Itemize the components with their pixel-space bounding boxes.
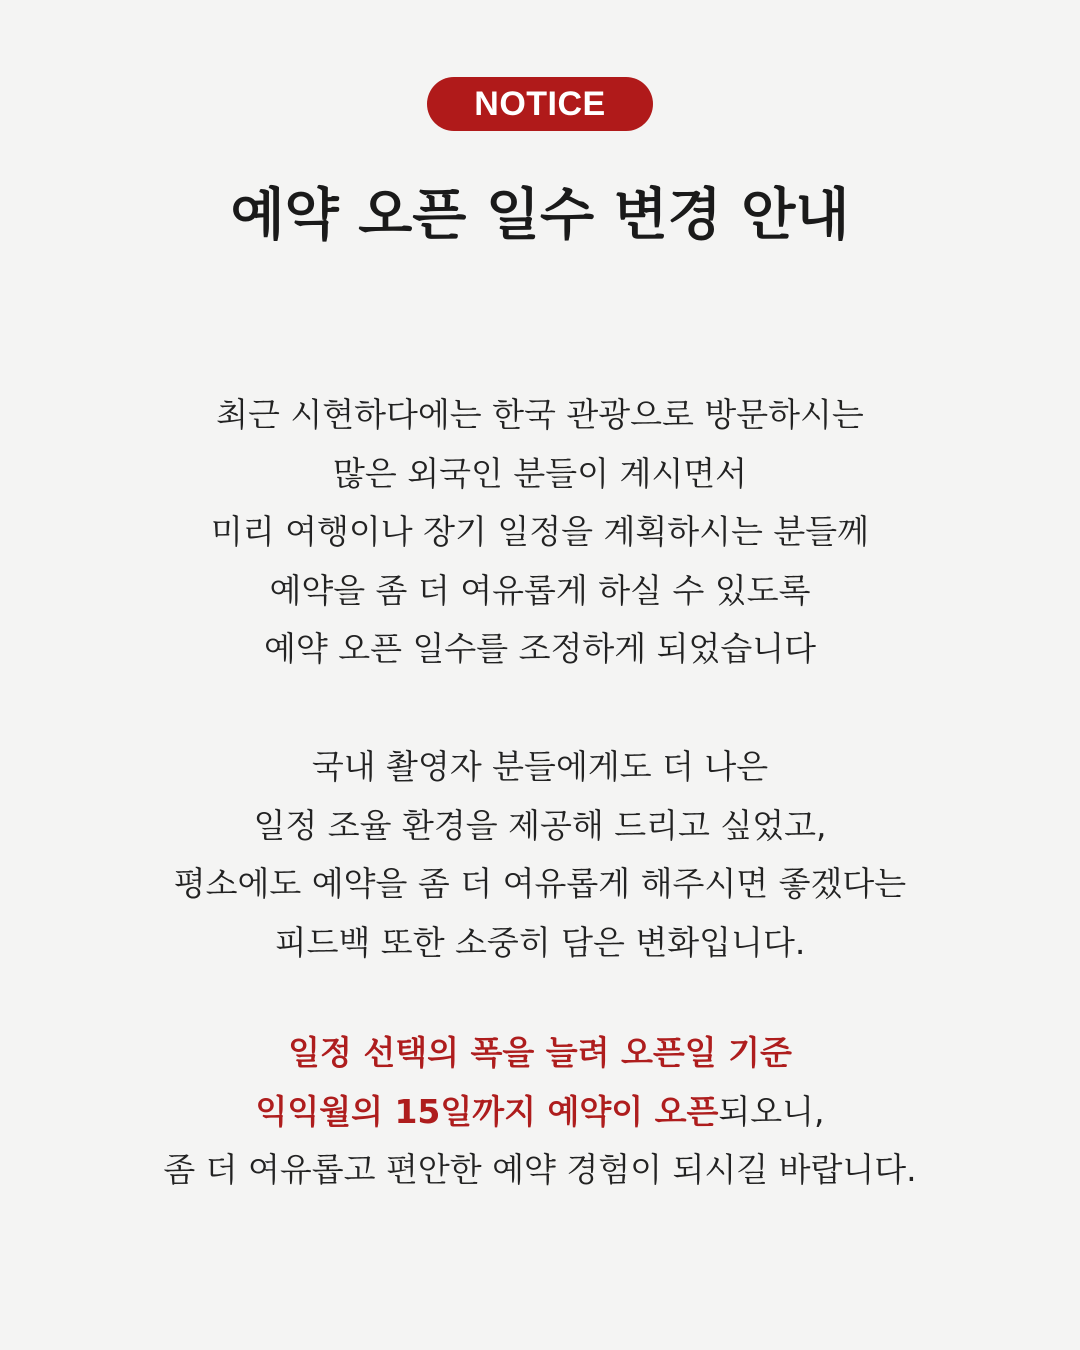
reason-line: 일정 조율 환경을 제공해 드리고 싶었고,: [253, 805, 827, 845]
closing-line: 좀 더 여유롭고 편안한 예약 경험이 되시길 바랍니다.: [163, 1150, 917, 1189]
page-title: 예약 오픈 일수 변경 안내: [230, 183, 850, 248]
reason-line: 국내 촬영자 분들에게도 더 나은: [311, 747, 769, 786]
reason-line: 피드백 또한 소중히 담은 변화입니다.: [274, 922, 806, 962]
intro-line: 최근 시현하다에는 한국 관광으로 방문하시는: [216, 395, 864, 434]
intro-line: 많은 외국인 분들이 계시면서: [332, 453, 747, 493]
intro-paragraph: [0, 386, 1080, 679]
closing-paragraph: [0, 1024, 1080, 1200]
reason-paragraph: [0, 738, 1080, 972]
reason-line: 평소에도 예약을 좀 더 여유롭게 해주시면 좋겠다는: [173, 864, 907, 903]
plain-text: 되오니,: [718, 1091, 825, 1131]
mixed-line: [0, 1083, 1080, 1142]
intro-line: 미리 여행이나 장기 일정을 계획하시는 분들께: [210, 512, 870, 551]
intro-line: 예약을 좀 더 여유롭게 하실 수 있도록: [269, 570, 811, 610]
notice-badge: NOTICE: [427, 77, 653, 131]
highlight-line: 일정 선택의 폭을 늘려 오픈일 기준: [288, 1033, 792, 1072]
intro-line: 예약 오픈 일수를 조정하게 되었습니다: [263, 629, 816, 668]
highlight-text: 익익월의 15일까지 예약이 오픈: [255, 1091, 719, 1131]
